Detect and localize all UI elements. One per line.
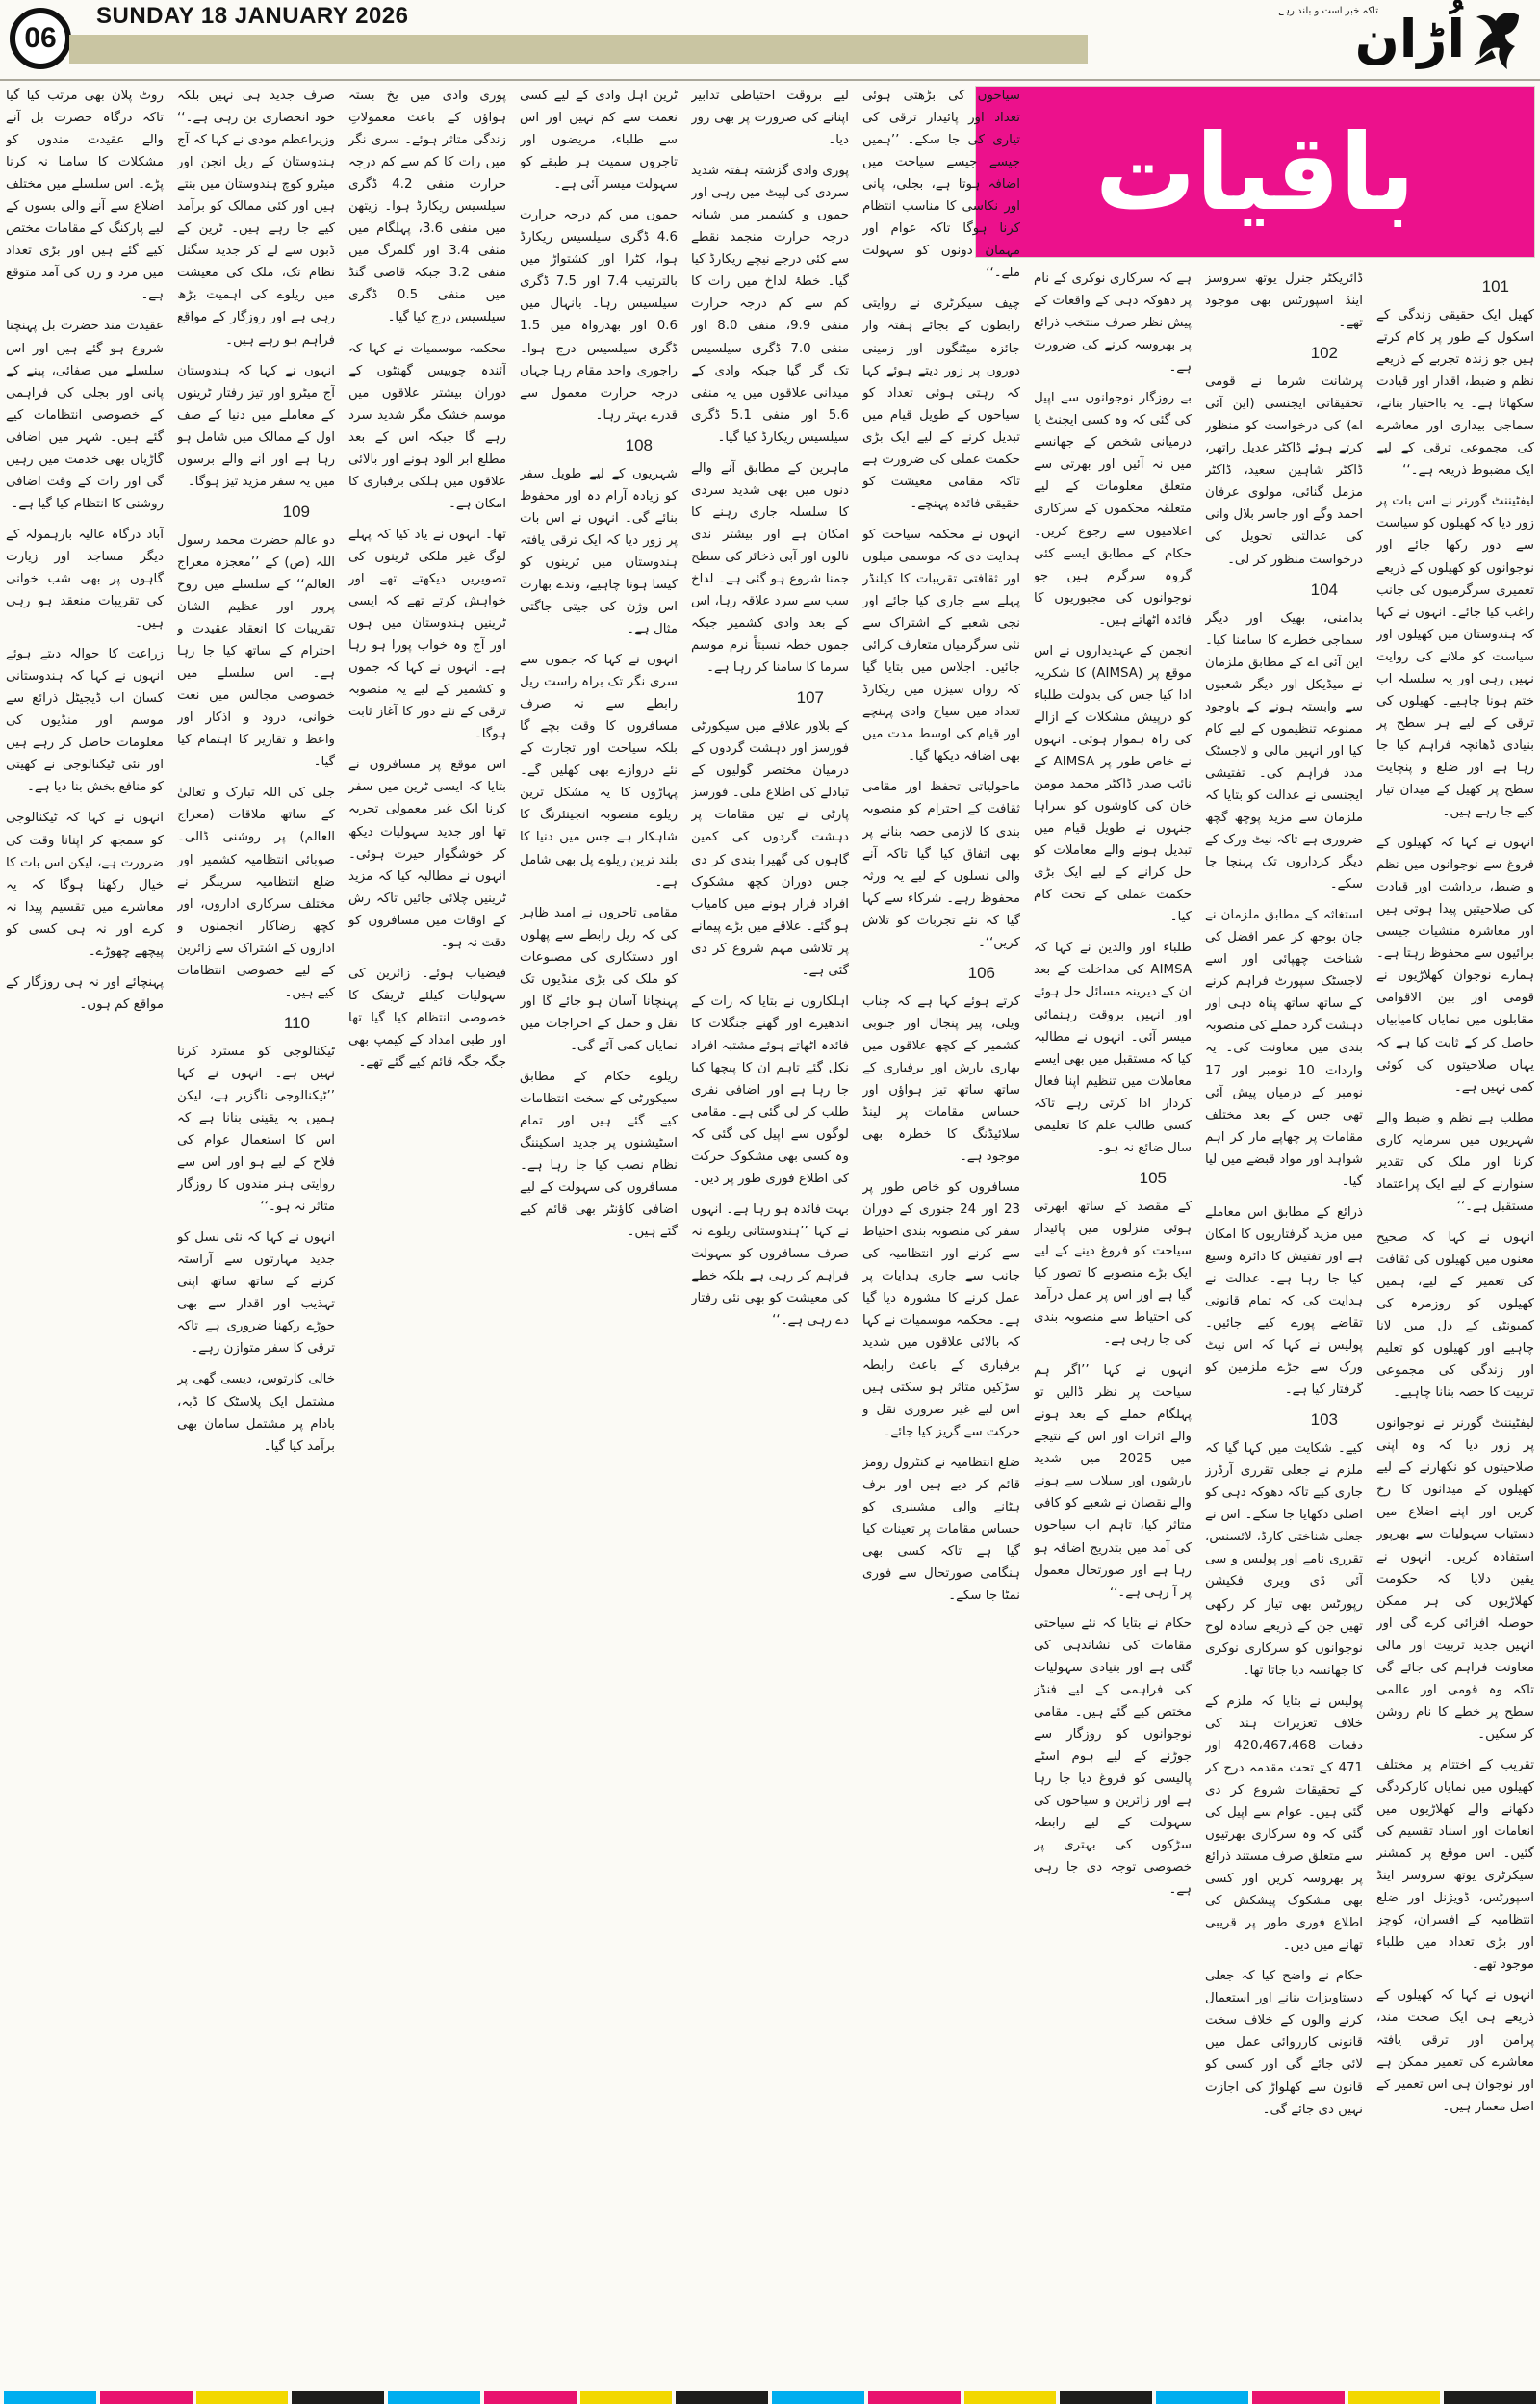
section-number: 102 — [1310, 344, 1338, 363]
paragraph: لیے بروقت احتیاطی تدابیر اپنانے کی ضرورت پر بھی زور دیا۔ — [691, 89, 849, 148]
paragraph: ٹرین اہل وادی کے لیے کسی نعمت سے کم نہیں اور اس سے طلباء، مریضوں اور تاجروں سمیت ہر طبقے کو سہولت میسر آئی ہے۔ — [520, 89, 678, 193]
paragraph: لیفٹیننٹ گورنر نے اس بات پر زور دیا کہ کھیلوں کو سیاست سے دور رکھا جائے اور نوجوانوں کو کھیلوں کے ذریعے تعمیری سرگرمیوں کی جانب راغب کیا جائے۔ انہوں نے کہا کہ ہندوستان میں کھیلوں اور سیاست کو ملانے کی روایت نہیں رہی اور یہ سلسلہ اب ختم ہونا چاہیے۔ کھیلوں کی ترقی کے لیے ہر سطح پر بنیادی ڈھانچہ فراہم کیا جا رہا ہے اور ضلع و پنچایت سطح پر کھیل کے میدان تیار کیے جا رہے ہیں۔ — [1376, 494, 1534, 820]
date-text: SUNDAY 18 JANUARY 2026 — [96, 3, 409, 29]
header-divider — [0, 79, 1540, 81]
news-column-7 — [348, 85, 506, 2388]
color-swatch — [580, 2391, 673, 2404]
paragraph: حکام نے بتایا کہ نئے سیاحتی مقامات کی نشاندہی کی گئی ہے اور بنیادی سہولیات کی فراہمی کے لیے فنڈز مختص کیے گئے ہیں۔ مقامی نوجوانوں کو روزگار سے جوڑنے کے لیے ہوم اسٹے پالیسی کو فروغ دیا جا رہا ہے اور زائرین و سیاحوں کی سہولت کے لیے رابطہ سڑکوں کی بہتری پر خصوصی توجہ دی جا رہی ہے۔ — [1034, 1616, 1192, 1898]
paragraph: جلی کی اللہ تبارک و تعالیٰ کے ساتھ ملاقات (معراج العالم) پر روشنی ڈالی۔ صوبائی انتظامیہ کشمیر اور ضلع انتظامیہ سرینگر نے مختلف سرکاری اداروں، اور کچھ رضاکار انجمنوں و اداروں کے اشتراک سے زائرین کے لیے خصوصی انتظامات کیے ہیں۔ — [177, 786, 335, 1000]
paragraph: مطلب ہے نظم و ضبط والے شہریوں میں سرمایہ کاری کرنا اور ملک کی تقدیر سنوارنے کے لیے ایک پراعتماد مستقبل ہے۔‘‘ — [1376, 1110, 1534, 1214]
paragraph: انہوں نے کہا کہ ہندوستان آج میٹرو اور تیز رفتار ٹرینوں کے معاملے میں دنیا کے صف اول کے ممالک میں شامل ہو رہا ہے اور آنے والے برسوں میں یہ سفر مزید تیز ہوگا۔ — [177, 363, 335, 489]
paragraph: کرتے ہوئے کہا ہے کہ چناب ویلی، پیر پنجال اور جنوبی کشمیر کے کچھ علاقوں میں بھاری بارش اور برفباری کے ساتھ ساتھ تیز ہواؤں اور حساس مقامات پر لینڈ سلائیڈنگ کا خطرہ بھی موجود ہے۔ — [862, 994, 1020, 1165]
paragraph: ڈائریکٹر جنرل یوتھ سروسز اینڈ اسپورٹس بھی موجود تھے۔ — [1205, 271, 1363, 331]
page-header — [0, 0, 1540, 83]
paragraph: کے بلاور علاقے میں سیکورٹی فورسز اور دہشت گردوں کے درمیان مختصر گولیوں کے تبادلے کی اطلاع ملی۔ فورسز پارٹی نے تین مقامات پر دہشت گردوں کی کمین گاہوں کی گھیرا بندی کر دی جس دوران کچھ مشکوک افراد فرار ہونے میں کامیاب ہو گئے۔ علاقے میں بڑے پیمانے پر تلاشی مہم شروع کر دی گئی ہے۔ — [691, 719, 849, 978]
paragraph: عقیدت مند حضرت بل پہنچنا شروع ہو گئے ہیں اور اس سلسلے میں صفائی، پینے کے پانی اور بجلی کی فراہمی کے خصوصی انتظامات کیے گئے ہیں۔ شہر میں اضافی گاڑیاں بھی خدمت میں رہیں گی اور رات کے وقت اضافی روشنی کا انتظام کیا گیا ہے۔ — [6, 319, 164, 511]
paragraph: انہوں نے کہا کہ صحیح معنوں میں کھیلوں کی ثقافت کی تعمیر کے لیے، ہمیں کھیلوں کو روزمرہ کی کمیونٹی کے دل میں لانا چاہیے اور کھیلوں کو تعلیم اور زندگی کی مجموعی تربیت کا حصہ بنانا چاہیے۔ — [1376, 1229, 1534, 1401]
paragraph: بے روزگار نوجوانوں سے اپیل کی گئی کہ وہ کسی ایجنٹ یا درمیانی شخص کے جھانسے میں نہ آئیں اور بھرتی سے متعلق معلومات کے لیے متعلقہ محکموں کے سرکاری اعلامیوں سے رجوع کریں۔ حکام کے مطابق ایسے کئی گروہ سرگرم ہیں جو نوجوانوں کی مجبوریوں کا فائدہ اٹھاتے ہیں۔ — [1034, 391, 1192, 628]
paragraph: ذرائع کے مطابق اس معاملے میں مزید گرفتاریوں کا امکان ہے اور تفتیش کا دائرہ وسیع کیا جا رہا ہے۔ عدالت نے ہدایت کی کہ تمام قانونی تقاضے پورے کیے جائیں۔ پولیس نے کہا کہ اس نیٹ ورک سے جڑے ملزمین کو گرفتار کیا ہے۔ — [1205, 1204, 1363, 1398]
news-column-3 — [1034, 85, 1192, 2388]
paragraph: اس موقع پر مسافروں نے بتایا کہ ایسی ٹرین میں سفر کرنا ایک غیر معمولی تجربہ تھا اور جدید سہولیات دیکھ کر خوشگوار حیرت ہوئی۔ انہوں نے مطالبہ کیا کہ مزید ٹرینیں چلائی جائیں تاکہ رش کے اوقات میں مسافروں کو دقت نہ ہو۔ — [348, 758, 506, 950]
color-swatch — [868, 2391, 961, 2404]
paragraph: جموں میں کم درجہ حرارت 4.6 ڈگری سیلسیس ریکارڈ ہوا، کٹرا اور کشتواڑ میں بالترتیب 7.4 اور 7.5 ڈگری سیلسیس رہا۔ بانہال میں 0.6 اور بھدرواہ میں 1.5 ڈگری سیلسیس درج ہوا۔ راجوری واحد مقام رہا جہاں درجہ حرارت معمول سے قدرے بہتر رہا۔ — [520, 208, 678, 423]
newspaper-logo: اُڑان — [1354, 9, 1465, 69]
page-number: 06 — [24, 22, 57, 54]
color-swatch — [292, 2391, 384, 2404]
news-column-2 — [1205, 85, 1363, 2388]
color-swatch — [1252, 2391, 1345, 2404]
paragraph: انہوں نے محکمہ سیاحت کو ہدایت دی کہ موسمی میلوں اور ثقافتی تقریبات کا کیلنڈر پہلے سے جاری کیا جائے اور نجی شعبے کے اشتراک سے نئی سرگرمیاں متعارف کرائی جائیں۔ اجلاس میں بتایا گیا کہ رواں سیزن میں ریکارڈ تعداد میں سیاح وادی پہنچے اور قیام کی اوسط مدت میں بھی اضافہ دیکھا گیا۔ — [862, 527, 1020, 764]
color-swatch — [1444, 2391, 1536, 2404]
paragraph: ٹیکنالوجی کو مسترد کرنا نہیں ہے۔ انہوں نے کہا ’’ٹیکنالوجی ناگزیر ہے، لیکن ہمیں یہ یقینی بنانا ہے کہ اس کا استعمال عوام کی فلاح کے لیے ہو اور اس سے روایتی ہنر مندوں کا روزگار متاثر نہ ہو۔‘‘ — [177, 1044, 335, 1215]
page-number-badge — [10, 8, 71, 69]
masthead-band — [69, 35, 1088, 64]
color-calibration-bar — [0, 2391, 1540, 2404]
paragraph: پرشانت شرما نے قومی تحقیقاتی ایجنسی (این آئی اے) کی درخواست کو منظور کرتے ہوئے ڈاکٹر عدیل راتھر، ڈاکٹر شاہین سعید، ڈاکٹر مزمل گنائی، مولوی عرفان احمد وگے اور جاسر بلال وانی کی عدالتی تحویل کی درخواست منظور کر لی۔ — [1205, 375, 1363, 567]
paragraph: شہریوں کے لیے طویل سفر کو زیادہ آرام دہ اور محفوظ بنائے گی۔ انہوں نے اس بات پر زور دیا کہ ایک ترقی یافتہ ہندوستان میں ٹرینوں کو کیسا ہونا چاہیے، وندے بھارت اس وژن کی جیتی جاگتی مثال ہے۔ — [520, 466, 678, 637]
news-column-6 — [520, 85, 678, 2388]
color-swatch — [388, 2391, 480, 2404]
section-number: 108 — [625, 435, 653, 454]
color-swatch — [484, 2391, 577, 2404]
color-swatch — [100, 2391, 192, 2404]
paragraph: سیاحوں کی بڑھتی ہوئی تعداد اور پائیدار ترقی کی تیاری کی جا سکے۔ ’’ہمیں جیسے جیسے سیاحت میں اضافہ ہوتا ہے، بجلی، پانی اور نکاسی کا مناسب انتظام کرنا ہوگا تاکہ عوام اور مہمان دونوں کو سہولت ملے۔‘‘ — [862, 89, 1020, 281]
color-swatch — [1060, 2391, 1152, 2404]
paragraph: ضلع انتظامیہ نے کنٹرول رومز قائم کر دیے ہیں اور برف ہٹانے والی مشینری کو حساس مقامات پر تعینات کیا گیا ہے تاکہ کسی بھی ہنگامی صورتحال سے فوری نمٹا جا سکے۔ — [862, 1455, 1020, 1603]
section-number: 110 — [283, 1013, 310, 1032]
paragraph: ماہرین کے مطابق آنے والے دنوں میں بھی شدید سردی کا سلسلہ جاری رہنے کا امکان ہے اور بیشتر ندی نالوں اور آبی ذخائر کی سطح جمنا شروع ہو گئی ہے۔ لداخ سب سے سرد علاقہ رہا، اس کے بعد وادی کشمیر جبکہ جموں خطہ نسبتاً نرم موسم سرما کا سامنا کر رہا ہے۔ — [691, 460, 849, 676]
paragraph: پہنچائے اور نہ ہی روزگار کے مواقع کم ہوں۔ — [6, 974, 164, 1012]
paragraph: صرف جدید ہی نہیں بلکہ خود انحصاری بن رہی ہے۔‘‘ وزیراعظم مودی نے کہا کہ آج ہندوستان کے ریل انجن اور میٹرو کوچ ہندوستان میں بنتے ہیں اور کئی ممالک کو برآمد کیے جا رہے ہیں۔ ٹرین کے ڈبوں سے لے کر جدید سگنل نظام تک، ملک کی معیشت میں ریلوے کی اہمیت بڑھ رہی ہے اور روزگار کے مواقع فراہم ہو رہے ہیں۔ — [177, 89, 335, 348]
paragraph: انہوں نے کہا ’’اگر ہم سیاحت پر نظر ڈالیں تو پہلگام حملے کے بعد ہونے والے اثرات اور اس کے نتیجے میں 2025 میں شدید بارشوں اور سیلاب سے ہونے والے نقصان نے شعبے کو کافی متاثر کیا، تاہم اب سیاحوں کی آمد میں بتدریج اضافہ ہو رہا ہے اور صورتحال معمول پر آ رہی ہے۔‘‘ — [1034, 1363, 1192, 1600]
section-number: 101 — [1481, 277, 1509, 296]
news-column-8 — [177, 85, 335, 2388]
paragraph: تقریب کے اختتام پر مختلف کھیلوں میں نمایاں کارکردگی دکھانے والے کھلاڑیوں میں انعامات اور اسناد تقسیم کی گئیں۔ اس موقع پر کمشنر سیکرٹری یوتھ سروسز اینڈ اسپورٹس، ڈویژنل اور ضلع انتظامیہ کے افسران، کوچز اور بڑی تعداد میں طلباء موجود تھے۔ — [1376, 1757, 1534, 1973]
section-number: 104 — [1310, 580, 1338, 599]
section-number: 107 — [796, 688, 824, 708]
paragraph: ہے کہ سرکاری نوکری کے نام پر دھوکہ دہی کے واقعات کے پیش نظر صرف منتخب ذرائع پر بھروسہ کرنے کی ضرورت ہے۔ — [1034, 271, 1192, 375]
news-column-1 — [1376, 85, 1534, 2388]
paragraph: انہوں نے کہا کہ کھیلوں کے فروغ سے نوجوانوں میں نظم و ضبط، برداشت اور قیادت کی صلاحیتیں پیدا ہوتی ہیں اور معاشرہ منشیات جیسی برائیوں سے محفوظ رہتا ہے۔ ہمارے نوجوان کھلاڑیوں نے قومی اور بین الاقوامی مقابلوں میں نمایاں کامیابیاں حاصل کر کے ثابت کیا ہے کہ یہاں صلاحیتوں کی کوئی کمی نہیں ہے۔ — [1376, 836, 1534, 1095]
color-swatch — [196, 2391, 289, 2404]
paragraph: محکمہ موسمیات نے کہا کہ آئندہ چوبیس گھنٹوں کے دوران بیشتر علاقوں میں موسم خشک مگر شدید سرد رہے گا جبکہ اس کے بعد مطلع ابر آلود ہونے اور بالائی علاقوں میں ہلکی برفباری کا امکان ہے۔ — [348, 341, 506, 511]
newspaper-masthead — [1138, 2, 1523, 77]
section-number: 105 — [1139, 1168, 1167, 1187]
bird-icon — [1471, 8, 1523, 75]
paragraph: تھا۔ انہوں نے یاد کیا کہ پہلے لوگ غیر ملکی ٹرینوں کی تصویریں دیکھتے تھے اور خواہش کرتے تھے کہ ایسی ٹرینیں ہندوستان میں ہوں اور آج وہ خواب پورا ہو رہا ہے۔ انہوں نے کہا کہ جموں و کشمیر کے لیے یہ منصوبہ ترقی کے نئے دور کا آغاز ثابت ہوگا۔ — [348, 527, 506, 742]
paragraph: پولیس نے بتایا کہ ملزم کے خلاف تعزیرات ہند کی دفعات 420،467،468 اور 471 کے تحت مقدمہ درج کر کے تحقیقات شروع کر دی گئی ہیں۔ عوام سے اپیل کی گئی کہ وہ سرکاری بھرتیوں سے متعلق صرف مستند ذرائع پر بھروسہ کریں اور کسی بھی مشکوک پیشکش کی اطلاع فوری طور پر قریبی تھانے میں دیں۔ — [1205, 1693, 1363, 1953]
paragraph: استغاثہ کے مطابق ملزمان نے جان بوجھ کر عمر افضل کی شناخت چھپائی اور اسے لاجسٹک سپورٹ فراہم کرنے کے ساتھ ساتھ پناہ دہی اور دہشت گرد حملے کی منصوبہ بندی میں معاونت کی۔ یہ واردات 10 نومبر اور 17 نومبر کے درمیان پیش آئی تھی جس کے بعد مختلف مقامات پر چھاپے مار کر اہم شواہد اور مواد قبضے میں لیا گیا۔ — [1205, 908, 1363, 1189]
columns — [6, 85, 1534, 2388]
paragraph: انجمن کے عہدیداروں نے اس موقع پر (AIMSA) کا شکریہ ادا کیا جس کی بدولت طلباء کو درپیش مشکلات کے ازالے کی راہ ہموار ہوئی۔ انہوں نے خاص طور پر AIMSA کے نائب صدر ڈاکٹر محمد مومن خان کی کاوشوں کو سراہا جنہوں نے طویل قیام میں تبدیل ہونے والے معاملات کو حل کرانے کے لیے ایک بڑی حکمت عملی کے تحت کام کیا۔ — [1034, 643, 1192, 925]
paragraph: مسافروں کو خاص طور پر 23 اور 24 جنوری کے دوران سفر کی منصوبہ بندی احتیاط سے کرنے اور انتظامیہ کی جانب سے جاری ہدایات پر عمل کرنے کا مشورہ دیا گیا ہے۔ محکمہ موسمیات نے کہا کہ بالائی علاقوں میں شدید برفباری کے باعث رابطہ سڑکیں متاثر ہو سکتی ہیں اس لیے غیر ضروری نقل و حرکت سے گریز کیا جائے۔ — [862, 1180, 1020, 1439]
color-swatch — [772, 2391, 864, 2404]
news-column-5 — [691, 85, 849, 2388]
paragraph: انہوں نے کہا کہ جموں سے سری نگر تک براہ راست ریل رابطے سے نہ صرف مسافروں کا وقت بچے گا بلکہ سیاحت اور تجارت کے نئے دروازے بھی کھلیں گے۔ پہاڑوں کا یہ مشکل ترین ریلوے منصوبہ انجینئرنگ کا شاہکار ہے جس میں دنیا کا بلند ترین ریلوے پل بھی شامل ہے۔ — [520, 653, 678, 890]
paragraph: کھیل ایک حقیقی زندگی کے اسکول کے طور پر کام کرتے ہیں جو زندہ تجربے کے ذریعے نظم و ضبط، اقدار اور قیادت سکھاتا ہے۔ یہ بااختیار بنانے، سماجی بیداری اور معاشرے کی مجموعی ترقی کے لیے ایک مضبوط ذریعہ ہے۔‘‘ — [1376, 308, 1534, 478]
paragraph: انہوں نے کہا کہ ٹیکنالوجی کو سمجھ کر اپنانا وقت کی ضرورت ہے، لیکن اس بات کا خیال رکھنا ہوگا کہ یہ معاشرے میں تقسیم پیدا نہ کرے اور نہ ہی کسی کو پیچھے چھوڑے۔ — [6, 811, 164, 959]
paragraph: ماحولیاتی تحفظ اور مقامی ثقافت کے احترام کو منصوبہ بندی کا لازمی حصہ بنانے پر بھی اتفاق کیا گیا تاکہ آنے والی نسلوں کے لیے یہ ورثہ محفوظ رہے۔ شرکاء سے کہا گیا کہ نئے تجربات کو تلاش کریں‘‘۔ — [862, 780, 1020, 950]
paragraph: کے مقصد کے ساتھ ابھرتی ہوئی منزلوں میں پائیدار سیاحت کو فروغ دینے کے لیے ایک بڑے منصوبے کا تصور کیا گیا ہے اور اس پر عمل درآمد کی احتیاط سے منصوبہ بندی کی جا رہی ہے۔ — [1034, 1199, 1192, 1348]
paragraph: بدامنی، بھیک اور دیگر سماجی خطرے کا سامنا کیا۔ این آئی اے کے مطابق ملزمان نے میڈیکل اور دیگر شعبوں سے وابستہ ہونے کے باوجود ممنوعہ تنظیموں کے لیے کام کیا اور انہیں مالی و لاجسٹک مدد فراہم کی۔ تفتیشی ایجنسی نے عدالت کو بتایا کہ ملزمان سے مزید پوچھ گچھ ضروری ہے تاکہ نیٹ ورک کے دیگر کرداروں تک پہنچا جا سکے۔ — [1205, 610, 1363, 892]
paragraph: دو عالم حضرت محمد رسول اللہ (ص) کے ’’معجزہ معراج العالم‘‘ کے سلسلے میں روح پرور اور عظیم الشان تقریبات کا انعقاد عقیدت و احترام کے ساتھ کیا جا رہا ہے۔ اس سلسلے میں خصوصی مجالس میں نعت خوانی، درود و اذکار اور واعظ و تقاریر کا اہتمام کیا گیا۔ — [177, 532, 335, 770]
paragraph: روٹ پلان بھی مرتب کیا گیا تاکہ درگاہ حضرت بل آنے والے عقیدت مندوں کو مشکلات کا سامنا نہ کرنا پڑے۔ اس سلسلے میں مختلف اضلاع سے آنے والی بسوں کے لیے پارکنگ کے مقامات مختص کیے گئے ہیں اور بڑی تعداد میں مرد و زن کی آمد متوقع ہے۔ — [6, 89, 164, 303]
paragraph: بہت فائدہ ہو رہا ہے۔ انہوں نے کہا ’’ہندوستانی ریلوے نہ صرف مسافروں کو سہولت فراہم کر رہی ہے بلکہ خطے کی معیشت کو بھی نئی رفتار دے رہی ہے۔‘‘ — [691, 1202, 849, 1329]
color-swatch — [1156, 2391, 1248, 2404]
section-number: 106 — [967, 963, 995, 982]
paragraph: انہوں نے کہا کہ کھیلوں کے ذریعے ہی ایک صحت مند، پرامن اور ترقی یافتہ معاشرے کی تعمیر ممکن ہے اور نوجوان ہی اس تعمیر کے اصل معمار ہیں۔ — [1376, 1988, 1534, 2114]
section-number: 109 — [282, 502, 310, 521]
paragraph: چیف سیکرٹری نے روایتی رابطوں کے بجائے ہفتہ وار جائزہ میٹنگوں اور زمینی دوروں پر زور دیتے ہوئے کہا کہ رہتی ہوئی تعداد کو سیاحوں کے طویل قیام میں تبدیل کرنے کے لیے ایک بڑی حکمت عملی کی ضرورت ہے تاکہ مقامی معیشت کو حقیقی فائدہ پہنچے۔ — [862, 297, 1020, 511]
color-swatch — [964, 2391, 1057, 2404]
paragraph: طلباء اور والدین نے کہا کہ AIMSA کی مداخلت کے بعد ان کے دیرینہ مسائل حل ہوئے اور انہیں بروقت رہنمائی میسر آئی۔ انہوں نے مطالبہ کیا کہ مستقبل میں بھی ایسے معاملات میں تنظیم اپنا فعال کردار ادا کرتی رہے تاکہ کسی طالب علم کا تعلیمی سال ضائع نہ ہو۔ — [1034, 941, 1192, 1155]
paragraph: اہلکاروں نے بتایا کہ رات کے اندھیرے اور گھنے جنگلات کا فائدہ اٹھاتے ہوئے مشتبہ افراد نکل گئے تاہم ان کا پیچھا کیا جا رہا ہے اور اضافی نفری طلب کر لی گئی ہے۔ مقامی لوگوں سے اپیل کی گئی کہ وہ کسی بھی مشکوک حرکت کی اطلاع فوری طور پر دیں۔ — [691, 994, 849, 1187]
paragraph: مقامی تاجروں نے امید ظاہر کی کہ ریل رابطے سے پھلوں اور دستکاری کی مصنوعات کو ملک کی بڑی منڈیوں تک پہنچانا آسان ہو جائے گا اور نقل و حمل کے اخراجات میں نمایاں کمی آئے گی۔ — [520, 905, 678, 1053]
color-swatch — [1348, 2391, 1441, 2404]
paragraph: ریلوے حکام کے مطابق سیکورٹی کے سخت انتظامات کیے گئے ہیں اور تمام اسٹیشنوں پر جدید اسکیننگ نظام نصب کیا جا رہا ہے۔ مسافروں کی سہولت کے لیے اضافی کاؤنٹر بھی قائم کیے گئے ہیں۔ — [520, 1069, 678, 1240]
color-swatch — [4, 2391, 96, 2404]
paragraph: پوری وادی گزشتہ ہفتہ شدید سردی کی لپیٹ میں رہی اور جموں و کشمیر میں شبانہ درجہ حرارت منجمد نقطے سے کئی درجے نیچے ریکارڈ کیا گیا۔ خطۂ لداخ میں رات کا کم سے کم درجہ حرارت منفی 9.9، منفی 8.0 اور منفی 7.0 ڈگری سیلسیس تک گر گیا جبکہ وادی کے میدانی علاقوں میں یہ منفی 5.6 اور منفی 5.1 ڈگری سیلسیس ریکارڈ کیا گیا۔ — [691, 164, 849, 445]
paragraph: زراعت کا حوالہ دیتے ہوئے انہوں نے کہا کہ ہندوستانی کسان اب ڈیجیٹل ذرائع سے موسم اور منڈیوں کی معلومات حاصل کر رہے ہیں اور نئی ٹیکنالوجی نے کھیتی کو منافع بخش بنا دیا ہے۔ — [6, 647, 164, 795]
color-swatch — [676, 2391, 768, 2404]
paragraph: پوری وادی میں یخ بستہ ہواؤں کے باعث معمولاتِ زندگی متاثر ہوئے۔ سری نگر میں رات کا کم سے کم درجہ حرارت منفی 4.2 ڈگری سیلسیس ریکارڈ ہوا۔ زیتھن میں منفی 3.6، پہلگام میں منفی 3.4 اور گلمرگ میں منفی 3.2 جبکہ قاضی گنڈ میں منفی 0.5 ڈگری سیلسیس درج کیا گیا۔ — [348, 89, 506, 325]
paragraph: کیے۔ شکایت میں کہا گیا کہ ملزم نے جعلی تقرری آرڈرز جاری کیے تاکہ دھوکہ دہی کو اصلی دکھایا جا سکے۔ اس نے جعلی شناختی کارڈ، لائسنس، تقرری نامے اور پولیس و سی آئی ڈی ویری فکیشن رپورٹس بھی تیار کر رکھی تھیں جن کے ذریعے سادہ لوح نوجوانوں کو سرکاری نوکری کا جھانسہ دیا جاتا تھا۔ — [1205, 1441, 1363, 1678]
section-number: 103 — [1310, 1410, 1338, 1430]
paragraph: حکام نے واضح کیا کہ جعلی دستاویزات بنانے اور استعمال کرنے والوں کے خلاف سخت قانونی کارروائی عمل میں لائی جائے گی اور کسی کو قانون سے کھلواڑ کی اجازت نہیں دی جائے گی۔ — [1205, 1969, 1363, 2117]
paragraph: لیفٹیننٹ گورنر نے نوجوانوں پر زور دیا کہ وہ اپنی صلاحیتوں کو نکھارنے کے لیے کھیلوں کے میدانوں کا رخ کریں اور اپنے اضلاع میں دستیاب سہولیات سے بھرپور استفادہ کریں۔ انہوں نے یقین دلایا کہ حکومت کھلاڑیوں کی ہر ممکن حوصلہ افزائی کرے گی اور انہیں جدید تربیت اور مالی معاونت فراہم کی جائے گی تاکہ وہ قومی اور عالمی سطح پر خطے کا نام روشن کر سکیں۔ — [1376, 1416, 1534, 1742]
paragraph: خالی کارتوس، دیسی گھی پر مشتمل ایک پلاسٹک کا ڈبہ، بادام پر مشتمل سامان بھی برآمد کیا گیا۔ — [177, 1372, 335, 1454]
paragraph: انہوں نے کہا کہ نئی نسل کو جدید مہارتوں سے آراستہ کرنے کے ساتھ ساتھ اپنی تہذیب اور اقدار سے بھی جوڑے رکھنا ضروری ہے تاکہ ترقی کا سفر متوازن رہے۔ — [177, 1230, 335, 1357]
news-column-4 — [862, 85, 1020, 2388]
paragraph: آباد درگاہ عالیہ بارہمولہ کے دیگر مساجد اور زیارت گاہوں پر بھی شب خوانی کی تقریبات منعقد ہو رہی ہیں۔ — [6, 527, 164, 632]
paragraph: فیضیاب ہوئے۔ زائرین کی سہولیات کیلئے ٹریفک کا خصوصی انتظام کیا گیا تھا اور طبی امداد کے کیمپ بھی جگہ جگہ قائم کیے گئے تھے۔ — [348, 966, 506, 1070]
logo-tagline: تاکہ خبر است و بلند رہے — [1278, 6, 1378, 16]
news-column-9 — [6, 85, 164, 2388]
page-title: باقیات — [1094, 110, 1416, 234]
